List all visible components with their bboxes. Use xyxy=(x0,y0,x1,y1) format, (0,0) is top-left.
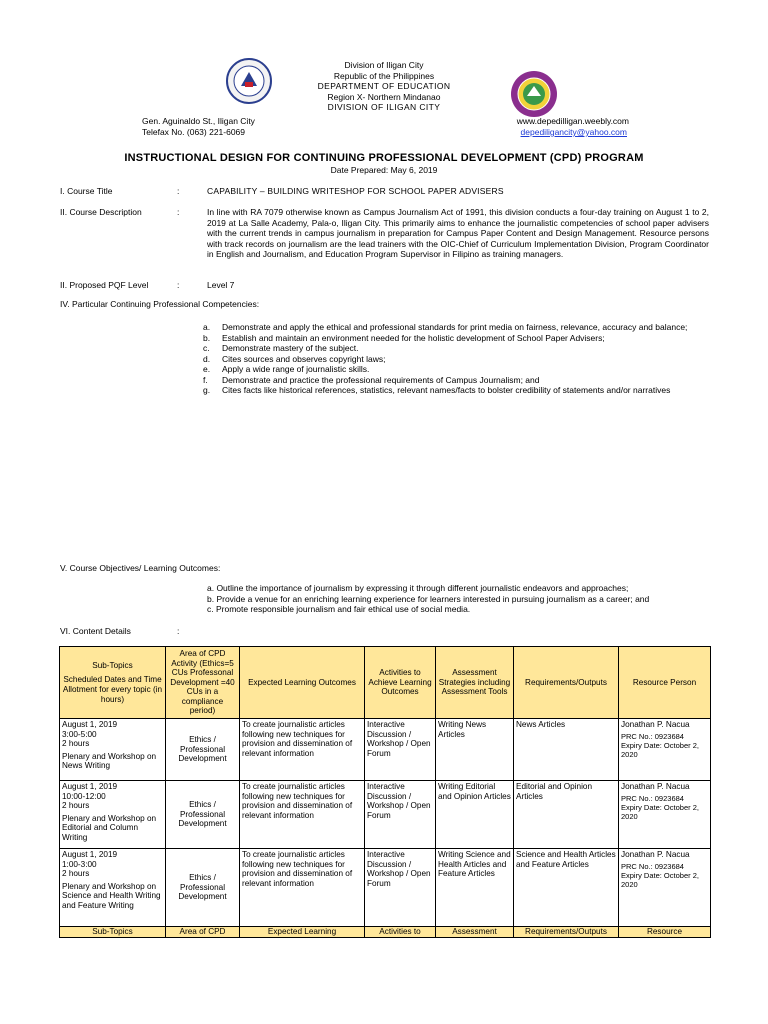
row-time: 1:00-3:00 xyxy=(62,859,97,869)
list-item: b. Provide a venue for an enriching learning experience for learners interested in pursuing journalism as a career; and xyxy=(207,593,650,604)
pqf-value: Level 7 xyxy=(207,280,235,290)
course-title-label: I. Course Title xyxy=(60,186,113,196)
header-activities: Activities to Achieve Learning Outcomes xyxy=(365,647,436,719)
repeat-header-cell: Resource xyxy=(619,927,711,938)
objectives-label: V. Course Objectives/ Learning Outcomes: xyxy=(60,563,221,573)
list-item: c. Promote responsible journalism and fair ethical use of social media. xyxy=(207,604,471,614)
row-topic: Plenary and Workshop on Science and Health Writing and Feature Writing xyxy=(62,881,161,910)
letterhead-line: DIVISION OF ILIGAN CITY xyxy=(327,102,441,112)
list-item xyxy=(203,364,709,375)
cell-assessment: Writing Editorial and Opinion Articles xyxy=(436,781,514,849)
competencies-label: IV. Particular Continuing Professional Competencies: xyxy=(60,299,260,309)
repeat-header-cell: Assessment xyxy=(436,927,514,938)
list-item xyxy=(203,333,709,344)
repeat-header-cell: Activities to xyxy=(365,927,436,938)
row-time: 10:00-12:00 xyxy=(62,791,106,801)
cell-activity: Interactive Discussion / Workshop / Open Forum xyxy=(365,781,436,849)
list-letter: a. xyxy=(203,322,211,332)
cell-activity: Interactive Discussion / Workshop / Open Forum xyxy=(365,719,436,781)
header-subtopics-title: Sub-Topics xyxy=(92,660,133,670)
competencies-list xyxy=(203,322,709,396)
list-text: Demonstrate mastery of the subject. xyxy=(222,343,359,353)
list-text: Demonstrate and practice the professional requirements of Campus Journalism; and xyxy=(222,374,540,385)
letterhead-line: Division of Iligan City xyxy=(344,60,424,70)
cell-resource xyxy=(619,849,711,927)
cell-subtopic xyxy=(60,719,166,781)
list-letter: d. xyxy=(203,353,211,364)
colon: : xyxy=(177,207,180,217)
list-item: a. Outline the importance of journalism by expressing it through different journalistic endeavors and approaches; xyxy=(207,583,629,593)
course-description-label: II. Course Description xyxy=(60,207,142,217)
cell-requirement: Science and Health Articles and Feature Articles xyxy=(514,849,619,927)
letterhead-line: Republic of the Philippines xyxy=(333,70,435,81)
header-outcomes: Expected Learning Outcomes xyxy=(240,647,365,719)
cell-area: Ethics / Professional Development xyxy=(166,781,240,849)
colon: : xyxy=(177,626,180,636)
list-text: Demonstrate and apply the ethical and professional standards for print media on fairness, relevance, accuracy and balance; xyxy=(222,322,688,332)
expiry-date: Expiry Date: October 2, 2020 xyxy=(621,740,699,759)
list-item xyxy=(203,322,709,333)
website: www.depedilligan.weebly.com xyxy=(516,116,629,126)
list-letter: e. xyxy=(203,364,211,374)
objectives-list xyxy=(207,583,709,615)
course-description-text: In line with RA 7079 otherwise known as Campus Journalism Act of 1991, this division conducts a four-day training on August 1 to 2, 2019 at La Salle Academy, Pala-o, Iligan City. This primarily aims to enhance the journalistic competencies of school paper advisers with the current trends in campus journalism in preparation for Campus Paper Content and Design Management. Resource persons with track records on journalism are the lead trainers with the OIC-Chief of Curriculum Implementation Division, Program Coordinator in English and Journalism, and Education Program Supervisor in Filipino as training managers. xyxy=(207,207,709,259)
list-item xyxy=(203,385,709,396)
letterhead xyxy=(0,60,768,113)
prc-number: PRC No.: 0923684 xyxy=(621,861,684,871)
repeat-header-cell: Requirements/Outputs xyxy=(514,927,619,938)
list-letter: b. xyxy=(203,332,211,343)
row-hours: 2 hours xyxy=(62,739,90,749)
header-requirements: Requirements/Outputs xyxy=(514,647,619,719)
repeat-header-cell: Area of CPD xyxy=(166,927,240,938)
cell-area: Ethics / Professional Development xyxy=(166,849,240,927)
row-hours: 2 hours xyxy=(62,801,90,811)
header-assessment: Assessment Strategies including Assessment Tools xyxy=(436,647,514,719)
repeat-header-cell: Sub-Topics xyxy=(60,927,166,938)
cell-requirement: News Articles xyxy=(514,719,619,781)
cell-resource xyxy=(619,781,711,849)
cell-subtopic xyxy=(60,849,166,927)
header-area: Area of CPD Activity (Ethics=5 CUs Professonal Development =40 CUs in a compliance period) xyxy=(166,647,240,719)
row-date: August 1, 2019 xyxy=(62,720,118,729)
row-date: August 1, 2019 xyxy=(62,850,118,859)
row-date: August 1, 2019 xyxy=(62,782,118,791)
expiry-date: Expiry Date: October 2, 2020 xyxy=(621,802,699,821)
resource-person: Jonathan P. Nacua xyxy=(621,782,690,791)
address: Gen. Aguinaldo St., Iligan City xyxy=(142,116,255,126)
cell-area: Ethics / Professional Development xyxy=(166,719,240,781)
repeat-header-cell: Expected Learning xyxy=(240,927,365,938)
course-title-value: CAPABILITY – BUILDING WRITESHOP FOR SCHOOL PAPER ADVISERS xyxy=(207,186,504,196)
repeated-header-row xyxy=(60,927,711,938)
row-time: 3:00-5:00 xyxy=(62,729,97,739)
colon: : xyxy=(177,186,180,196)
header-resource: Resource Person xyxy=(619,647,711,719)
list-letter: f. xyxy=(203,374,208,385)
list-item xyxy=(203,354,709,365)
page-title: INSTRUCTIONAL DESIGN FOR CONTINUING PROFESSIONAL DEVELOPMENT (CPD) PROGRAM xyxy=(124,152,644,164)
cell-subtopic xyxy=(60,781,166,849)
table-row xyxy=(60,849,711,927)
list-item xyxy=(203,343,709,354)
list-item xyxy=(203,375,709,386)
cell-activity: Interactive Discussion / Workshop / Open Forum xyxy=(365,849,436,927)
list-text: Cites sources and observes copyright laws; xyxy=(222,353,386,364)
content-table xyxy=(59,646,711,938)
prc-number: PRC No.: 0923684 xyxy=(621,731,684,741)
colon: : xyxy=(177,280,180,290)
cell-resource xyxy=(619,719,711,781)
pqf-label: II. Proposed PQF Level xyxy=(60,280,149,290)
date-prepared: Date Prepared: May 6, 2019 xyxy=(330,165,438,175)
email-link[interactable]: depediligancity@yahoo.com xyxy=(520,127,627,137)
expiry-date: Expiry Date: October 2, 2020 xyxy=(621,870,699,889)
table-row xyxy=(60,719,711,781)
prc-number: PRC No.: 0923684 xyxy=(621,793,684,803)
letterhead-line: DEPARTMENT OF EDUCATION xyxy=(317,81,451,91)
list-text: Apply a wide range of journalistic skills. xyxy=(222,364,370,374)
cell-requirement: Editorial and Opinion Articles xyxy=(514,781,619,849)
resource-person: Jonathan P. Nacua xyxy=(621,850,690,859)
cell-assessment: Writing News Articles xyxy=(436,719,514,781)
cell-outcome: To create journalistic articles following new techniques for provision and dissemination of relevant information xyxy=(240,781,365,849)
header-subtopics-sub: Scheduled Dates and Time Allotment for every topic (in hours) xyxy=(62,675,163,704)
table-row xyxy=(60,781,711,849)
list-letter: g. xyxy=(203,385,211,395)
row-hours: 2 hours xyxy=(62,869,90,879)
cell-assessment: Writing Science and Health Articles and Feature Articles xyxy=(436,849,514,927)
content-details-label: VI. Content Details xyxy=(60,626,131,636)
telefax: Telefax No. (063) 221-6069 xyxy=(142,127,246,137)
list-letter: c. xyxy=(203,343,210,353)
letterhead-line: Region X- Northern Mindanao xyxy=(327,91,441,102)
resource-person: Jonathan P. Nacua xyxy=(621,720,690,729)
list-text: Cites facts like historical references, statistics, relevant names/facts to bolster credibility of statements and/or narratives xyxy=(222,385,671,395)
row-topic: Plenary and Workshop on Editorial and Column Writing xyxy=(62,813,157,842)
cell-outcome: To create journalistic articles following new techniques for provision and dissemination of relevant information xyxy=(240,719,365,781)
list-text: Establish and maintain an environment needed for the holistic development of School Paper Advisers; xyxy=(222,332,605,343)
header-subtopics xyxy=(60,647,166,719)
row-topic: Plenary and Workshop on News Writing xyxy=(62,751,157,771)
cell-outcome: To create journalistic articles following new techniques for provision and dissemination of relevant information xyxy=(240,849,365,927)
